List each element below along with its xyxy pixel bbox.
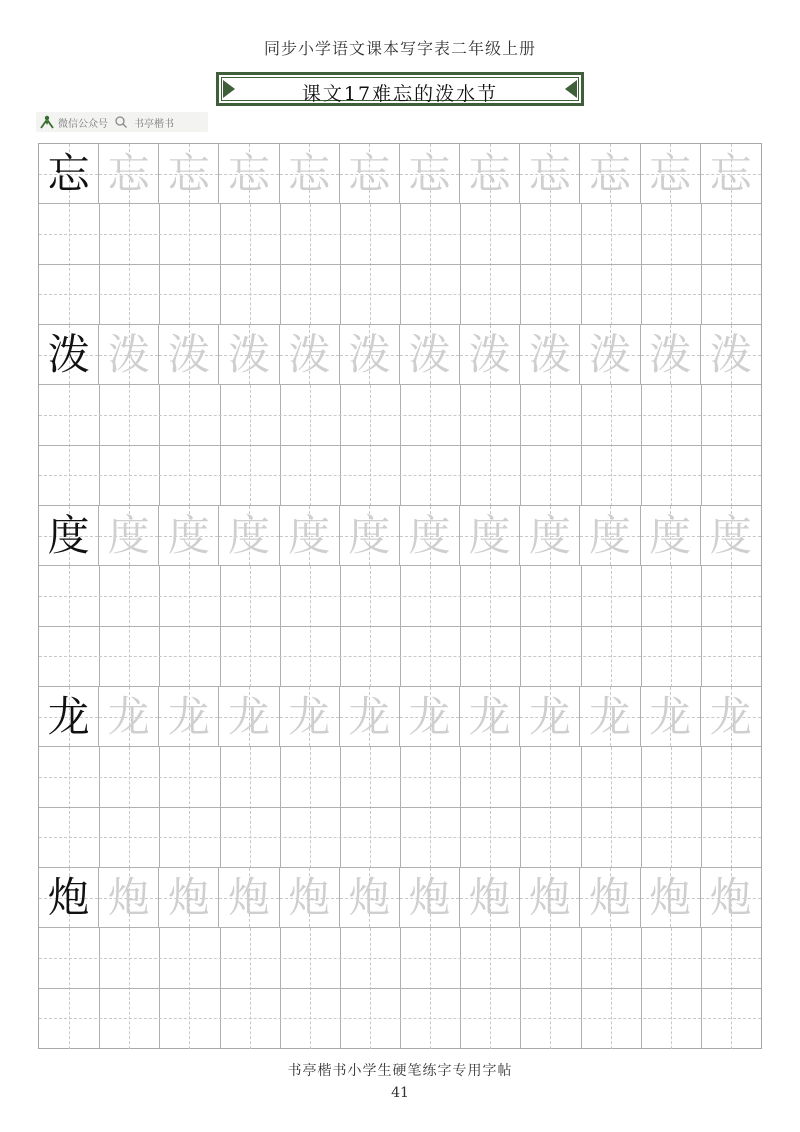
trace-cell <box>340 325 400 385</box>
trace-cell <box>400 687 460 747</box>
trace-character: 忘 <box>649 148 692 198</box>
trace-cell <box>460 325 520 385</box>
practice-row <box>39 868 761 1049</box>
char-row <box>39 144 761 204</box>
trace-cell <box>701 325 761 385</box>
trace-character: 泼 <box>167 329 210 379</box>
model-cell <box>39 687 99 747</box>
trace-cell <box>641 687 701 747</box>
trace-character: 龙 <box>649 691 692 741</box>
trace-character: 龙 <box>288 691 331 741</box>
trace-character: 度 <box>588 510 631 560</box>
trace-cell <box>701 868 761 928</box>
trace-character: 炮 <box>649 872 692 922</box>
trace-character: 忘 <box>528 148 571 198</box>
trace-cell <box>580 144 640 204</box>
trace-character: 泼 <box>588 329 631 379</box>
trace-cell <box>159 506 219 566</box>
trace-cell <box>219 144 279 204</box>
writing-area[interactable] <box>39 928 761 1049</box>
trace-character: 度 <box>107 510 150 560</box>
trace-character: 龙 <box>588 691 631 741</box>
model-cell <box>39 506 99 566</box>
char-row <box>39 325 761 385</box>
trace-character: 炮 <box>528 872 571 922</box>
trace-cell <box>159 144 219 204</box>
trace-character: 忘 <box>167 148 210 198</box>
trace-cell <box>520 868 580 928</box>
trace-cell <box>280 325 340 385</box>
trace-cell <box>159 325 219 385</box>
char-row <box>39 868 761 928</box>
trace-cell <box>520 325 580 385</box>
trace-character: 龙 <box>107 691 150 741</box>
trace-cell <box>219 868 279 928</box>
wechat-tag <box>36 112 208 132</box>
trace-cell <box>520 506 580 566</box>
trace-cell <box>159 868 219 928</box>
trace-cell <box>400 325 460 385</box>
writing-area[interactable] <box>39 385 761 506</box>
trace-character: 泼 <box>528 329 571 379</box>
trace-character: 泼 <box>709 329 752 379</box>
trace-character: 度 <box>408 510 451 560</box>
trace-character: 龙 <box>408 691 451 741</box>
model-character: 度 <box>47 510 90 560</box>
trace-cell <box>460 506 520 566</box>
trace-cell <box>219 506 279 566</box>
trace-cell <box>99 325 159 385</box>
trace-character: 忘 <box>408 148 451 198</box>
writing-area[interactable] <box>39 566 761 687</box>
model-character: 泼 <box>47 329 90 379</box>
trace-character: 忘 <box>107 148 150 198</box>
trace-character: 泼 <box>288 329 331 379</box>
model-character: 炮 <box>47 872 90 922</box>
wechat-label: 微信公众号 <box>58 118 108 130</box>
writing-area[interactable] <box>39 747 761 868</box>
trace-cell <box>99 506 159 566</box>
practice-row <box>39 144 761 325</box>
trace-character: 度 <box>649 510 692 560</box>
trace-cell <box>400 144 460 204</box>
trace-character: 炮 <box>167 872 210 922</box>
trace-character: 度 <box>468 510 511 560</box>
trace-cell <box>340 687 400 747</box>
trace-cell <box>159 687 219 747</box>
trace-cell <box>219 325 279 385</box>
trace-character: 炮 <box>709 872 752 922</box>
trace-character: 度 <box>228 510 271 560</box>
trace-character: 度 <box>348 510 391 560</box>
trace-cell <box>460 687 520 747</box>
trace-cell <box>520 687 580 747</box>
trace-character: 炮 <box>468 872 511 922</box>
trace-character: 炮 <box>408 872 451 922</box>
trace-character: 度 <box>288 510 331 560</box>
trace-cell <box>280 144 340 204</box>
trace-cell <box>340 506 400 566</box>
trace-cell <box>580 506 640 566</box>
model-cell <box>39 144 99 204</box>
trace-character: 忘 <box>468 148 511 198</box>
trace-cell <box>340 868 400 928</box>
char-row <box>39 687 761 747</box>
trace-character: 泼 <box>348 329 391 379</box>
trace-cell <box>641 144 701 204</box>
trace-cell <box>641 325 701 385</box>
page-number: 41 <box>391 1085 409 1101</box>
trace-cell <box>580 868 640 928</box>
trace-character: 炮 <box>588 872 631 922</box>
page-header-title: 同步小学语文课本写字表二年级上册 <box>263 39 536 58</box>
wechat-search-text: 书亭楷书 <box>134 118 174 130</box>
practice-grid <box>38 143 762 1049</box>
trace-character: 泼 <box>408 329 451 379</box>
trace-cell <box>280 868 340 928</box>
trace-cell <box>701 506 761 566</box>
trace-character: 忘 <box>228 148 271 198</box>
trace-character: 龙 <box>228 691 271 741</box>
trace-cell <box>340 144 400 204</box>
trace-character: 龙 <box>167 691 210 741</box>
trace-cell <box>99 868 159 928</box>
search-icon <box>114 115 128 129</box>
footer-text: 书亭楷书小学生硬笔练字专用字帖 <box>287 1063 513 1079</box>
char-row <box>39 506 761 566</box>
trace-cell <box>520 144 580 204</box>
trace-cell <box>701 687 761 747</box>
trace-character: 炮 <box>348 872 391 922</box>
trace-cell <box>580 687 640 747</box>
trace-cell <box>460 868 520 928</box>
writing-area[interactable] <box>39 204 761 325</box>
wechat-icon <box>38 113 56 131</box>
trace-character: 龙 <box>348 691 391 741</box>
trace-character: 忘 <box>588 148 631 198</box>
trace-character: 忘 <box>348 148 391 198</box>
trace-character: 度 <box>709 510 752 560</box>
trace-character: 忘 <box>288 148 331 198</box>
practice-row <box>39 325 761 506</box>
trace-character: 泼 <box>228 329 271 379</box>
practice-row <box>39 687 761 868</box>
trace-character: 龙 <box>468 691 511 741</box>
trace-cell <box>400 868 460 928</box>
model-character: 忘 <box>47 148 90 198</box>
model-cell <box>39 868 99 928</box>
model-cell <box>39 325 99 385</box>
model-character: 龙 <box>47 691 90 741</box>
trace-cell <box>400 506 460 566</box>
trace-character: 泼 <box>468 329 511 379</box>
trace-character: 度 <box>528 510 571 560</box>
trace-character: 炮 <box>228 872 271 922</box>
trace-character: 泼 <box>107 329 150 379</box>
trace-character: 龙 <box>709 691 752 741</box>
trace-character: 炮 <box>107 872 150 922</box>
trace-cell <box>460 144 520 204</box>
trace-character: 炮 <box>288 872 331 922</box>
trace-cell <box>280 506 340 566</box>
trace-cell <box>701 144 761 204</box>
trace-cell <box>99 144 159 204</box>
trace-cell <box>580 325 640 385</box>
trace-character: 度 <box>167 510 210 560</box>
trace-cell <box>99 687 159 747</box>
trace-cell <box>280 687 340 747</box>
practice-row <box>39 506 761 687</box>
trace-cell <box>219 687 279 747</box>
trace-character: 忘 <box>709 148 752 198</box>
trace-character: 泼 <box>649 329 692 379</box>
lesson-banner <box>216 72 584 106</box>
lesson-title: 课文17难忘的泼水节 <box>301 83 499 105</box>
trace-cell <box>641 506 701 566</box>
trace-character: 龙 <box>528 691 571 741</box>
trace-cell <box>641 868 701 928</box>
